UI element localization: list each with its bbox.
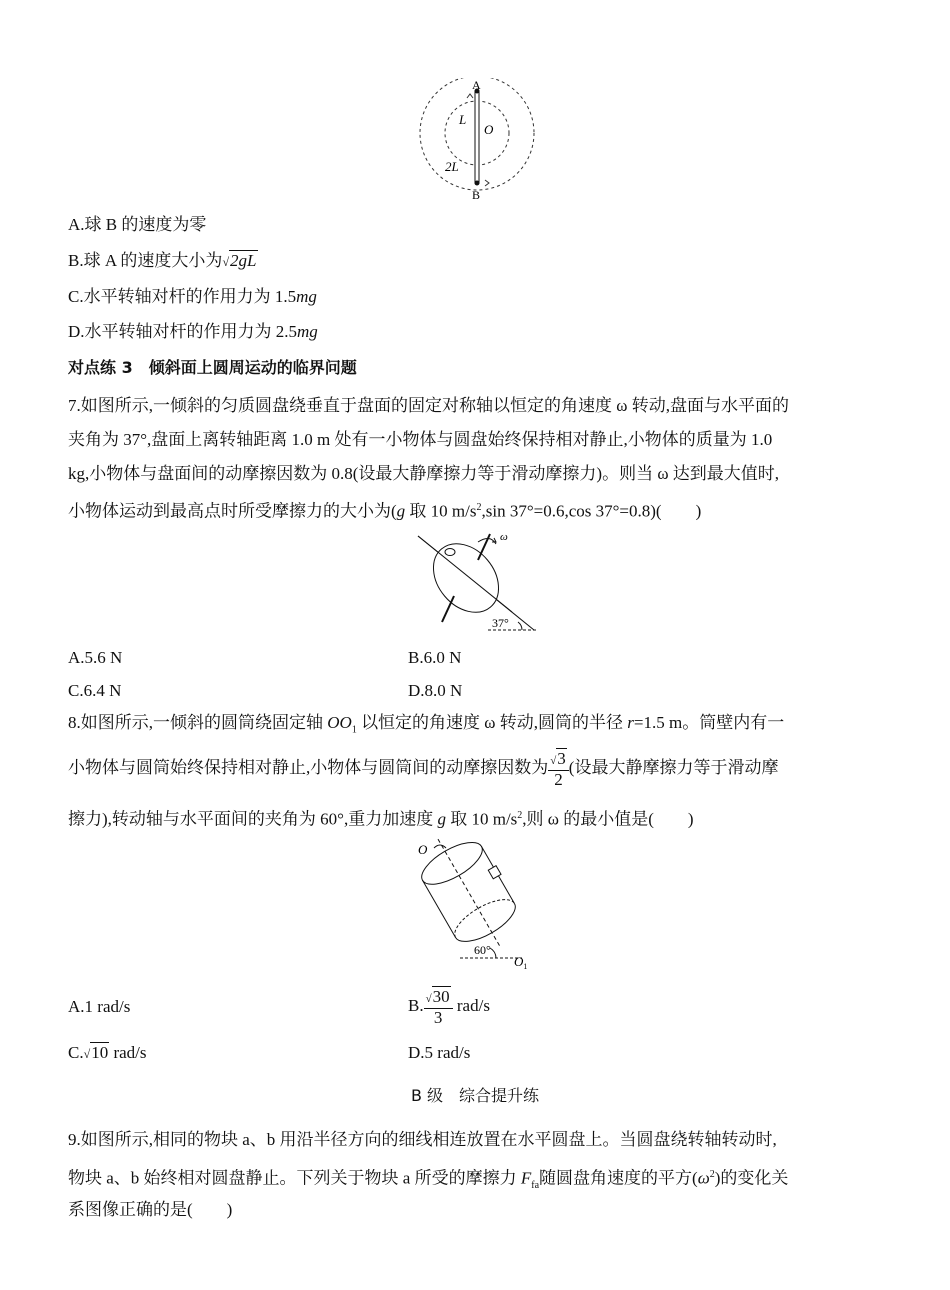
q8-line-2b: (设最大静摩擦力等于滑动摩 <box>568 758 779 777</box>
q8-option-b <box>408 980 490 1032</box>
q9-line-2b: 随圆盘角速度的平方( <box>539 1168 698 1188</box>
q7-line-2: 夹角为 37°,盘面上离转轴距离 1.0 m 处有一小物体与圆盘始终保持相对静止,小物体的质量为 1.0 <box>68 430 773 449</box>
q8-line-1 <box>68 711 784 742</box>
q7-line-4 <box>68 496 701 524</box>
q6-option-c <box>68 285 317 309</box>
q8-r: r <box>627 713 634 732</box>
q8-frac-num: 3 <box>557 748 566 768</box>
label-2l: 2L <box>445 159 459 174</box>
q9-omega: ω <box>697 1168 710 1188</box>
q7-option-c: C.6.4 N <box>68 681 122 700</box>
q9-line-2c: )的变化关 <box>714 1168 789 1188</box>
q6-option-d-unit: mg <box>297 322 318 341</box>
q8-line-2 <box>68 746 778 790</box>
q8-line-1c: =1.5 m。筒壁内有一 <box>633 713 785 732</box>
q8-option-b-den: 3 <box>433 1007 443 1027</box>
q8-fig-o1 <box>514 954 527 971</box>
q7-g: g <box>396 501 406 521</box>
q8-oo-sub: 1 <box>351 724 357 736</box>
q8-option-a: A.1 rad/s <box>68 997 131 1016</box>
q8-line-3b: 取 10 m/s <box>445 809 518 829</box>
q8-option-c-unit: rad/s <box>109 1043 147 1062</box>
q8-frac-den: 2 <box>554 769 563 789</box>
q7-sup: 2 <box>476 502 482 513</box>
q8-fig-o1-letter: O <box>514 954 524 969</box>
q9-line-2a: 物块 a、b 始终相对圆盘静止。下列关于物块 a 所受的摩擦力 <box>68 1168 521 1188</box>
rod-circles-figure <box>415 78 540 203</box>
q8-option-b-fraction: $\frac{√30}{3}$ <box>424 988 453 1027</box>
q8-line-1a: 8.如图所示,一倾斜的圆筒绕固定轴 <box>68 713 328 732</box>
q7-option-a: A.5.6 N <box>68 648 123 667</box>
label-l: L <box>459 112 467 127</box>
q9-sup: 2 <box>709 1169 715 1180</box>
q8-option-c: C.√10 rad/s <box>68 1043 147 1062</box>
q8-line-2a: 小物体与圆筒始终保持相对静止,小物体与圆筒间的动摩擦因数为 <box>68 758 549 777</box>
q7-line-4c: ,sin 37°=0.6,cos 37°=0.8)( ) <box>481 501 702 521</box>
q9-f: F <box>520 1168 532 1188</box>
q8-fig-o1-sub: 1 <box>523 962 528 971</box>
section-heading-b: B 级 综合提升练 <box>410 1086 540 1105</box>
q8-option-b-prefix: B. <box>408 996 424 1015</box>
q6-option-a: A.球 B 的速度为零 <box>68 215 207 234</box>
q8-option-c-radicand: 10 <box>91 1043 109 1062</box>
q8-sup: 2 <box>517 810 523 821</box>
q7-fig-angle: 37° <box>492 616 509 630</box>
q8-fig-o: O <box>418 842 428 857</box>
q8-fig-angle: 60° <box>474 943 491 957</box>
q8-option-b-unit: rad/s <box>452 996 490 1015</box>
q6-option-c-unit: mg <box>296 287 317 306</box>
tilted-cylinder-figure <box>412 838 542 972</box>
q9-f-sub: fa <box>531 1180 540 1192</box>
q9-line-1: 9.如图所示,相同的物块 a、b 用沿半径方向的细线相连放置在水平圆盘上。当圆盘绕转轴转动时, <box>68 1130 777 1149</box>
q7-line-4b: 取 10 m/s <box>405 501 477 521</box>
q6-option-d-prefix: D.水平转轴对杆的作用力为 2.5 <box>68 322 298 341</box>
q8-option-c-prefix: C. <box>68 1043 84 1062</box>
q8-option-d: D.5 rad/s <box>408 1043 471 1062</box>
section-heading-3: 对点练 3 倾斜面上圆周运动的临界问题 <box>68 358 357 377</box>
q8-line-1b: 以恒定的角速度 ω 转动,圆筒的半径 <box>356 713 628 732</box>
tilted-disk-figure <box>412 530 540 634</box>
q6-option-d <box>68 320 318 344</box>
q6-option-c-prefix: C.水平转轴对杆的作用力为 1.5 <box>68 287 297 306</box>
q6-option-b: B.球 A 的速度大小为√2gL <box>68 251 257 270</box>
q8-option-b-num: 30 <box>432 986 450 1006</box>
q7-option-b: B.6.0 N <box>408 648 462 667</box>
q7-option-d: D.8.0 N <box>408 681 463 700</box>
label-b: B <box>472 188 481 202</box>
q8-line-3a: 擦力),转动轴与水平面间的夹角为 60°,重力加速度 <box>68 809 438 829</box>
q6-option-b-radicand: 2gL <box>230 251 257 270</box>
q7-line-1: 7.如图所示,一倾斜的匀质圆盘绕垂直于盘面的固定对称轴以恒定的角速度 ω 转动,盘面与水平面的 <box>68 396 789 415</box>
q8-g: g <box>437 809 446 829</box>
q7-line-3: kg,小物体与盘面间的动摩擦因数为 0.8(设最大静摩擦力等于滑动摩擦力)。则当 ω 达到最大值时, <box>68 464 780 483</box>
q9-line-3: 系图像正确的是( ) <box>68 1200 233 1219</box>
q7-line-4a: 小物体运动到最高点时所受摩擦力的大小为( <box>68 501 397 521</box>
label-o: O <box>484 122 494 137</box>
label-a: A <box>472 78 481 92</box>
q8-line-3 <box>68 804 694 832</box>
q9-line-2 <box>68 1163 788 1198</box>
q7-fig-omega: ω <box>500 531 508 543</box>
q6-option-b-prefix: B.球 A 的速度大小为 <box>68 251 223 270</box>
q8-line-3c: ,则 ω 的最小值是( ) <box>522 809 694 829</box>
q8-oo: OO <box>327 713 352 732</box>
q8-fraction: $\frac{√3}{2}$ <box>548 750 569 789</box>
